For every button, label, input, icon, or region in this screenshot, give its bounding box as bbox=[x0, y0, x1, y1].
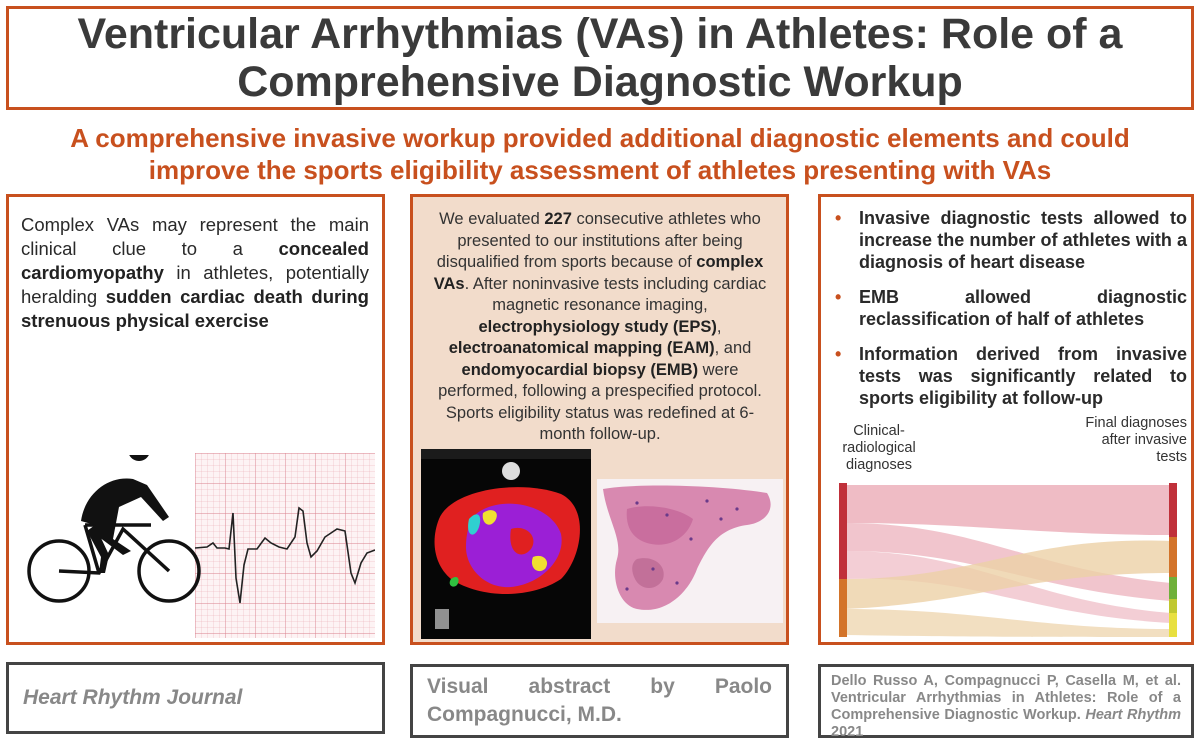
mid-text-7: , bbox=[716, 317, 722, 336]
mid-text-4: complex VAs bbox=[433, 253, 764, 293]
sankey-diagram bbox=[827, 423, 1189, 638]
title-box bbox=[6, 6, 1194, 110]
cyclist-silhouette-image bbox=[21, 455, 211, 605]
citation-journal: Heart Rhythm bbox=[1085, 707, 1181, 723]
finding-item bbox=[831, 343, 1187, 409]
footer-journal-box bbox=[6, 662, 385, 734]
mid-text-6: electrophysiology study (EPS) bbox=[478, 317, 717, 336]
title: Ventricular Arrhythmias (VAs) in Athletes: Role of a Comprehensive Diagnostic Workup bbox=[77, 10, 1123, 106]
finding-text: Information derived from invasive tests was significantly related to sports eligibility at follow-up bbox=[859, 344, 1187, 408]
journal-name: Heart Rhythm Journal bbox=[23, 686, 243, 709]
citation-year: 2021 bbox=[831, 724, 864, 740]
finding-text: EMB allowed diagnostic reclassification of half of athletes bbox=[859, 287, 1187, 329]
left-text-2: concealed cardiomyopathy bbox=[21, 238, 369, 283]
middle-panel-text bbox=[427, 209, 773, 446]
finding-item bbox=[831, 207, 1187, 273]
mid-text-5: . After noninvasive tests including cardiac magnetic resonance imaging, bbox=[464, 274, 767, 314]
citation bbox=[831, 673, 1181, 741]
mid-text-9: , and bbox=[714, 339, 752, 357]
left-text-3: in athletes, potentially heralding bbox=[21, 262, 369, 307]
bullet-dot-icon: • bbox=[835, 208, 842, 228]
footer-citation-box bbox=[818, 664, 1194, 738]
left-text-1: Complex VAs may represent the main clinical clue to a bbox=[21, 214, 369, 259]
ecg-strip-image bbox=[195, 453, 375, 638]
left-panel bbox=[6, 194, 385, 645]
finding-text: Invasive diagnostic tests allowed to increase the number of athletes with a diagnosis of heart disease bbox=[859, 208, 1187, 272]
biopsy-histology-image bbox=[597, 479, 783, 623]
left-panel-text bbox=[21, 213, 369, 333]
bullet-dot-icon: • bbox=[835, 287, 842, 307]
electroanatomical-map-image bbox=[421, 449, 591, 639]
visual-abstract-author: Visual abstract by Paolo Compagnucci, M.D. bbox=[427, 675, 772, 726]
mid-text-2: 227 bbox=[544, 210, 572, 228]
mid-text-8: electroanatomical mapping (EAM) bbox=[448, 339, 715, 357]
bullet-dot-icon: • bbox=[835, 344, 842, 364]
footer-author-box bbox=[410, 664, 789, 738]
left-text-4: sudden cardiac death during strenuous physical exercise bbox=[21, 286, 369, 331]
mid-text-11: were performed, following a prespecified protocol. Sports eligibility status was redefined at 6-month follow-up. bbox=[438, 360, 762, 443]
finding-item bbox=[831, 286, 1187, 330]
key-findings-list bbox=[831, 207, 1187, 422]
middle-panel bbox=[410, 194, 789, 645]
mid-text-3: consecutive athletes who presented to our institutions after being disqualified from sports because of bbox=[436, 210, 761, 271]
mid-text-10: endomyocardial biopsy (EMB) bbox=[461, 360, 699, 379]
subtitle: A comprehensive invasive workup provided additional diagnostic elements and could improve the sports eligibility assessment of athletes presenting with VAs bbox=[70, 123, 1130, 185]
citation-text: Dello Russo A, Compagnucci P, Casella M, et al. Ventricular Arrhythmias in Athletes: Role of a Comprehensive Diagnostic Workup. bbox=[831, 673, 1181, 723]
sankey-left-label: Clinical-radiological diagnoses bbox=[842, 423, 916, 473]
mid-text-1: We evaluated bbox=[439, 210, 545, 228]
right-panel bbox=[818, 194, 1194, 645]
sankey-right-label: Final diagnoses after invasive tests bbox=[1085, 415, 1187, 465]
